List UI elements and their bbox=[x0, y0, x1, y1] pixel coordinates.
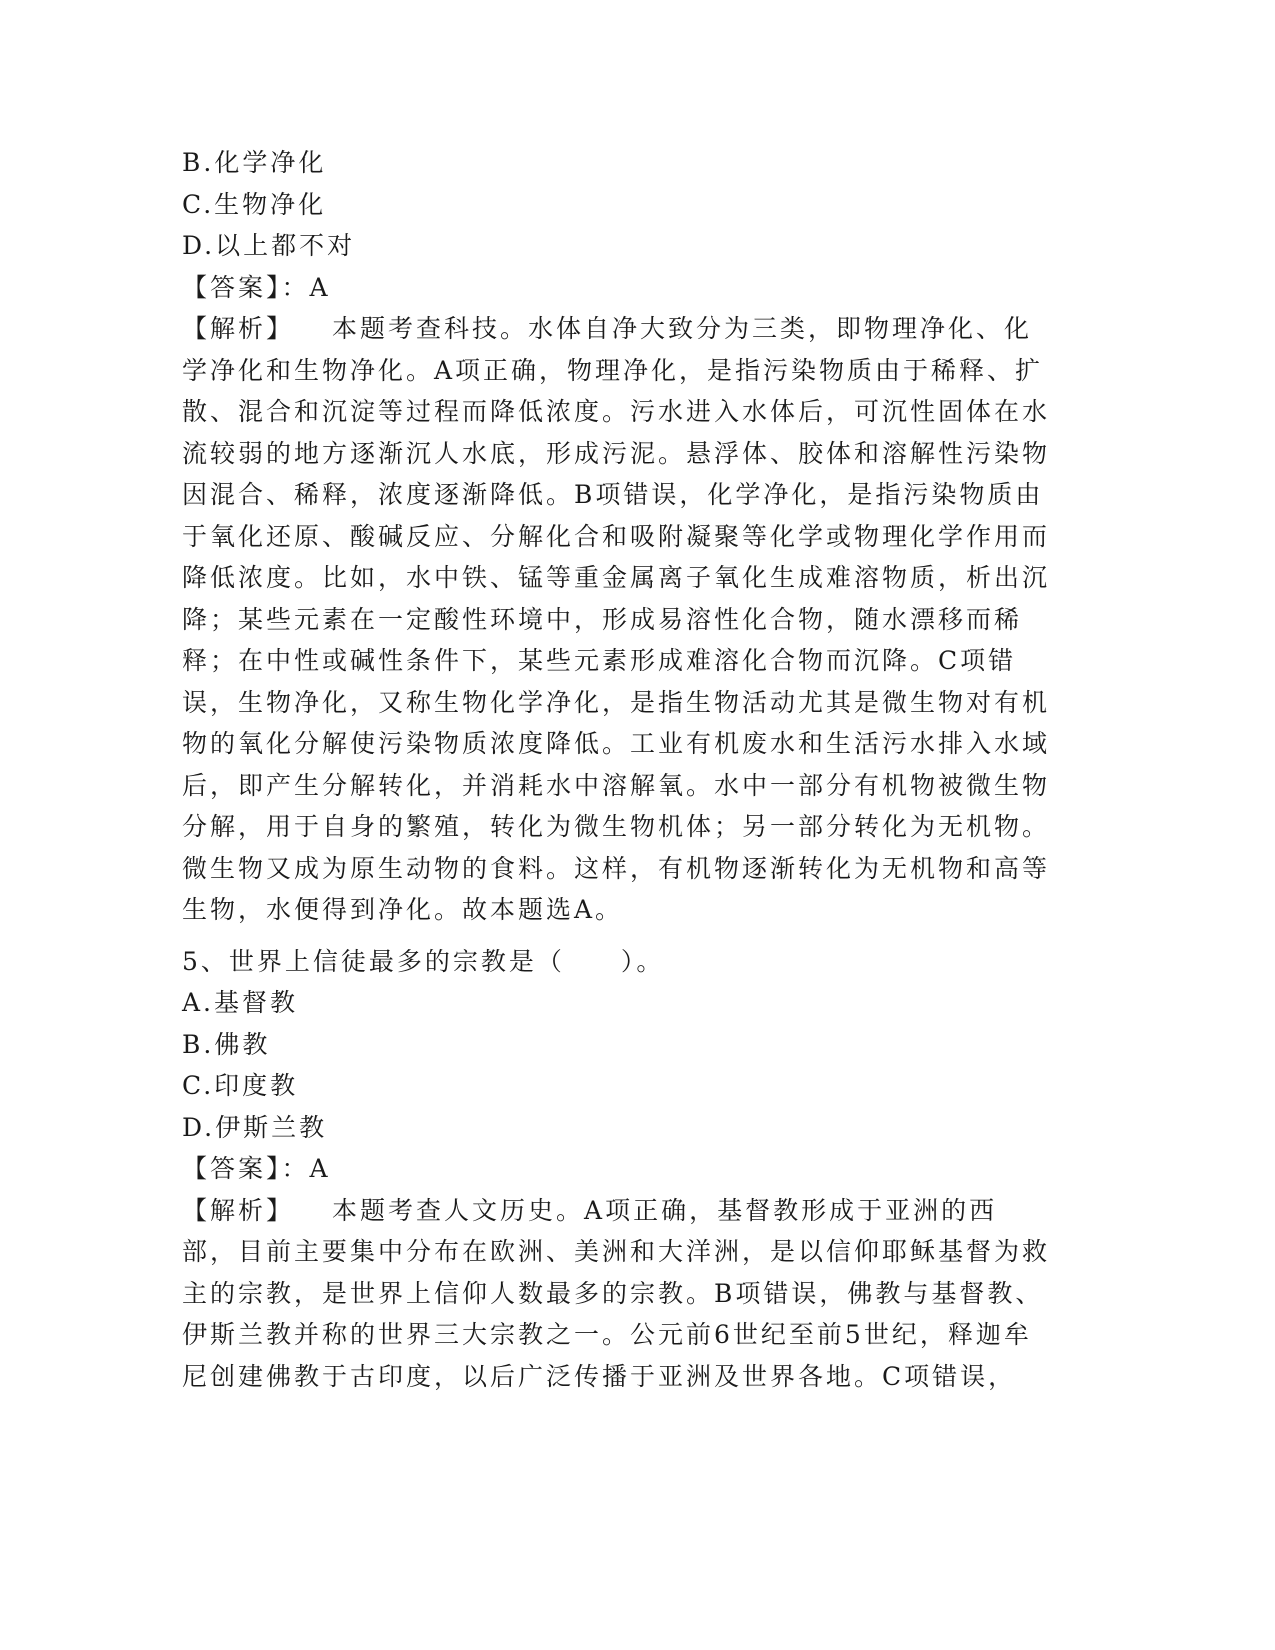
q4-analysis-text: 本题考查科技。水体自净大致分为三类，即物理净化、化学净化和生物净化。A项正确，物理净化，是指污染物质由于稀释、扩散、混合和沉淀等过程而降低浓度。污水进入水体后，可沉性固体在水流较弱的地方逐渐沉人水底，形成污泥。悬浮体、胶体和溶解性污染物因混合、稀释，浓度逐渐降低。B项错误，化学净化，是指污染物质由于氧化还原、酸碱反应、分解化合和吸附凝聚等化学或物理化学作用而降低浓度。比如，水中铁、锰等重金属离子氧化生成难溶物质，析出沉降；某些元素在一定酸性环境中，形成易溶性化合物，随水漂移而稀释；在中性或碱性条件下，某些元素形成难溶化合物而沉降。C项错误，生物净化，又称生物化学净化，是指生物活动尤其是微生物对有机物的氧化分解使污染物质浓度降低。工业有机废水和生活污水排入水域后，即产生分解转化，并消耗水中溶解氧。水中一部分有机物被微生物分解，用于自身的繁殖，转化为微生物机体；另一部分转化为无机物。微生物又成为原生动物的食料。这样，有机物逐渐转化为无机物和高等生物，水便得到净化。故本题选A。 bbox=[182, 314, 1051, 924]
q4-analysis-label: 【解析】 bbox=[182, 314, 295, 343]
question-spacer bbox=[182, 931, 1052, 941]
q5-option-c: C.印度教 bbox=[182, 1071, 299, 1100]
q4-option-d: D.以上都不对 bbox=[182, 231, 356, 260]
q4-analysis bbox=[182, 308, 1052, 931]
q5-analysis-label: 【解析】 bbox=[182, 1195, 295, 1225]
q5-answer: 【答案】：A bbox=[182, 1154, 331, 1183]
page-content bbox=[182, 142, 1052, 1397]
q5-option-d: D.伊斯兰教 bbox=[182, 1112, 328, 1142]
q5-analysis bbox=[182, 1190, 1052, 1398]
q4-answer: 【答案】：A bbox=[182, 272, 331, 302]
q5-option-a: A.基督教 bbox=[182, 988, 299, 1017]
q4-option-c: C.生物净化 bbox=[182, 189, 327, 219]
q5-analysis-text: 本题考查人文历史。A项正确，基督教形成于亚洲的西部，目前主要集中分布在欧洲、美洲和大洋洲，是以信仰耶稣基督为救主的宗教，是世界上信仰人数最多的宗教。B项错误，佛教与基督教、伊斯兰教并称的世界三大宗教之一。公元前6世纪至前5世纪，释迦牟尼创建佛教于古印度，以后广泛传播于亚洲及世界各地。C项错误， bbox=[182, 1195, 1051, 1391]
q5-option-b: B.佛教 bbox=[182, 1029, 271, 1059]
q5-question: 5、世界上信徒最多的宗教是（ ）。 bbox=[182, 946, 665, 976]
q4-option-b: B.化学净化 bbox=[182, 148, 327, 177]
